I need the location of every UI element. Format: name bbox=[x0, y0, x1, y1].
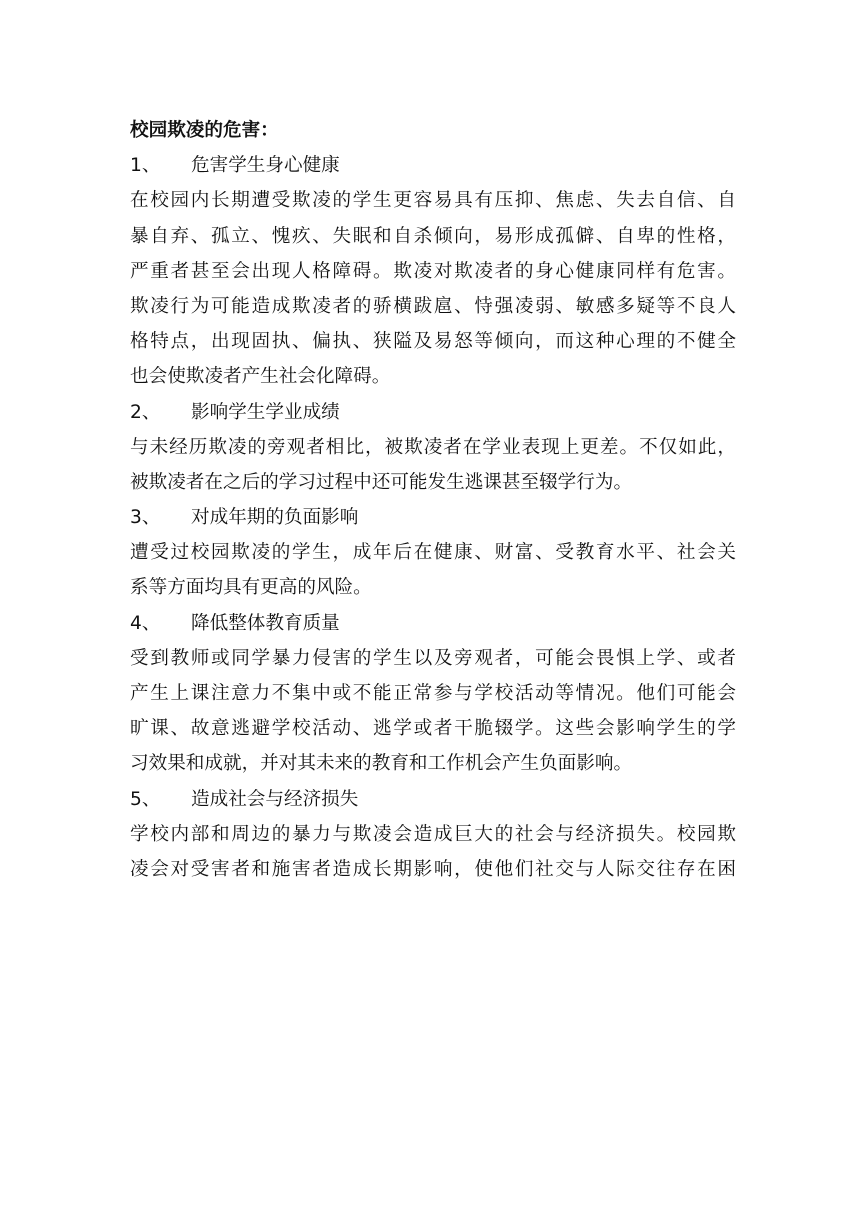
section-number: 2、 bbox=[130, 401, 161, 423]
section-heading-text: 对成年期的负面影响 bbox=[191, 507, 359, 529]
section-heading bbox=[130, 148, 736, 183]
paragraph-line: 旷课、故意逃避学校活动、逃学或者干脆辍学。这些会影响学生的学 bbox=[130, 718, 736, 740]
paragraph-line: 也会使欺凌者产生社会化障碍。 bbox=[130, 366, 391, 388]
section-heading-text: 降低整体教育质量 bbox=[191, 612, 340, 634]
paragraph-line: 格特点，出现固执、偏执、狭隘及易怒等倾向，而这种心理的不健全 bbox=[130, 331, 736, 353]
paragraph-line: 与未经历欺凌的旁观者相比，被欺凌者在学业表现上更差。不仅如此， bbox=[130, 436, 736, 458]
paragraph-line: 习效果和成就，并对其未来的教育和工作机会产生负面影响。 bbox=[130, 753, 633, 775]
document-body bbox=[130, 113, 736, 887]
section-heading bbox=[130, 782, 736, 817]
paragraph-line: 暴自弃、孤立、愧疚、失眠和自杀倾向，易形成孤僻、自卑的性格， bbox=[130, 225, 736, 247]
paragraph-line: 产生上课注意力不集中或不能正常参与学校活动等情况。他们可能会 bbox=[130, 683, 736, 704]
document-title: 校园欺凌的危害： bbox=[130, 120, 279, 141]
section-heading bbox=[130, 606, 736, 641]
section-heading-text: 造成社会与经济损失 bbox=[191, 788, 359, 810]
paragraph-line: 受到教师或同学暴力侵害的学生以及旁观者，可能会畏惧上学、或者 bbox=[130, 647, 736, 669]
paragraph-line: 学校内部和周边的暴力与欺凌会造成巨大的社会与经济损失。校园欺 bbox=[130, 823, 736, 845]
section-number: 4、 bbox=[130, 612, 161, 634]
paragraph-line: 系等方面均具有更高的风险。 bbox=[130, 577, 372, 599]
section-number: 5、 bbox=[130, 788, 161, 810]
paragraph-line: 遭受过校园欺凌的学生，成年后在健康、财富、受教育水平、社会关 bbox=[130, 542, 736, 564]
section-heading bbox=[130, 395, 736, 430]
paragraph-line: 欺凌行为可能造成欺凌者的骄横跋扈、恃强凌弱、敏感多疑等不良人 bbox=[130, 295, 736, 317]
section-number: 1、 bbox=[130, 155, 161, 177]
section-number: 3、 bbox=[130, 507, 161, 529]
section-heading-text: 影响学生学业成绩 bbox=[191, 401, 340, 423]
section-heading-text: 危害学生身心健康 bbox=[191, 155, 340, 177]
paragraph-line: 凌会对受害者和施害者造成长期影响，使他们社交与人际交往存在困 bbox=[130, 858, 736, 880]
paragraph-line: 严重者甚至会出现人格障碍。欺凌对欺凌者的身心健康同样有危害。 bbox=[130, 260, 736, 282]
section-heading bbox=[130, 500, 736, 535]
paragraph-line: 在校园内长期遭受欺凌的学生更容易具有压抑、焦虑、失去自信、自 bbox=[130, 190, 736, 212]
paragraph-line: 被欺凌者在之后的学习过程中还可能发生逃课甚至辍学行为。 bbox=[130, 471, 633, 493]
